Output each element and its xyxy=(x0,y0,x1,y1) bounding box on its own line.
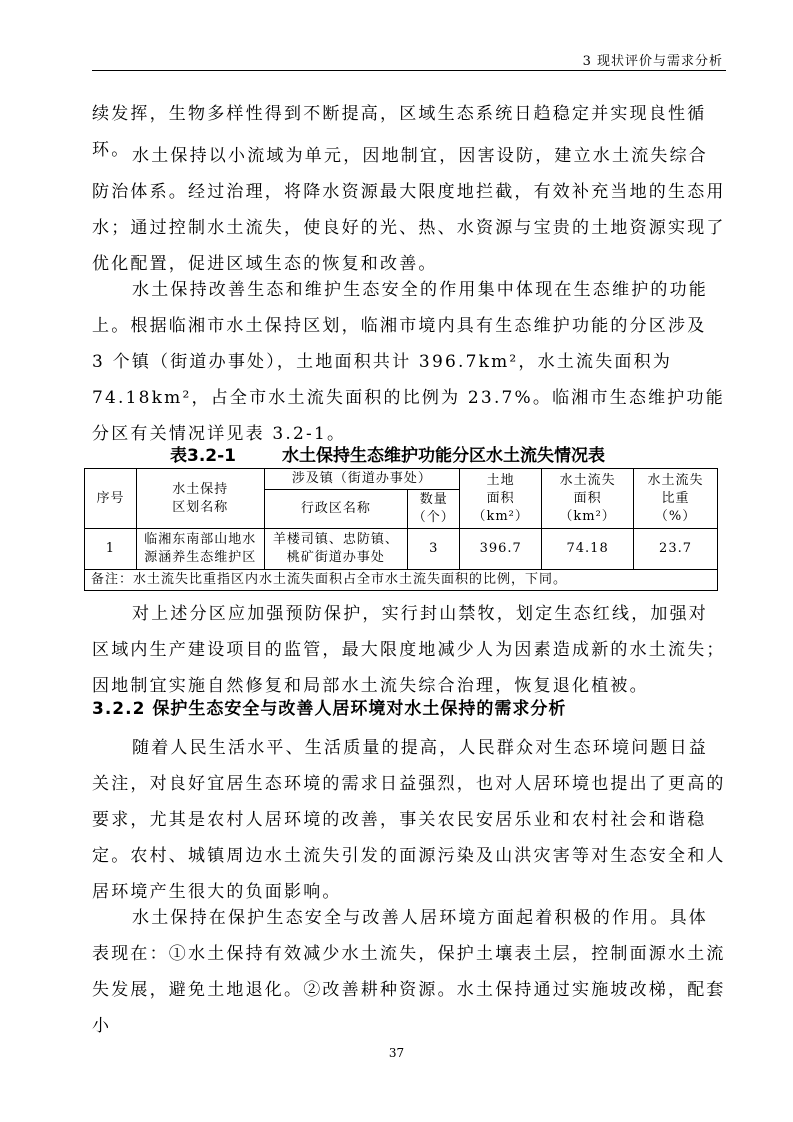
cell-ratio: 23.7 xyxy=(634,529,718,570)
cell-admin-names: 羊楼司镇、忠防镇、桃矿街道办事处 xyxy=(264,529,408,570)
header-zone-name: 水土保持 区划名称 xyxy=(136,469,264,529)
cell-land-area: 396.7 xyxy=(460,529,542,570)
cell-count: 3 xyxy=(408,529,460,570)
section-heading: 3.2.2 保护生态安全与改善人居环境对水土保持的需求分析 xyxy=(92,699,567,719)
table-note: 备注：水土流失比重指区内水土流失面积占全市水土流失面积的比例，下同。 xyxy=(85,570,718,591)
paragraph-5: 随着人民生活水平、生活质量的提高，人民群众对生态环境问题日益关注，对良好宜居生态环境的需求日益强烈，也对人居环境也提出了更高的要求，尤其是农村人居环境的改善，事关农民安居乐业和农村社会和谐稳定。农村、城镇周边水土流失引发的面源污染及山洪灾害等对生态安全和人居环境产生很大的负面影响。 xyxy=(92,738,726,902)
header-seq: 序号 xyxy=(85,469,137,529)
running-header: 3 现状评价与需求分析 xyxy=(582,54,723,69)
paragraph-6: 水土保持在保护生态安全与改善人居环境方面起着积极的作用。具体表现在：①水土保持有效减少水土流失，保护土壤表土层，控制面源水土流失发展，避免土地退化。②改善耕种资源。水土保持通过实施坡改梯，配套小 xyxy=(92,908,726,1036)
header-rule xyxy=(92,70,726,71)
cell-erosion-area: 74.18 xyxy=(542,529,634,570)
paragraph-1: 续发挥，生物多样性得到不断提高，区域生态系统日趋稳定并实现良性循环。 xyxy=(92,104,707,160)
header-admin-names: 行政区名称 xyxy=(264,490,408,529)
table-title: 水土保持生态维护功能分区水土流失情况表 xyxy=(282,446,605,466)
table-row xyxy=(85,529,718,570)
paragraph-2: 水土保持以小流域为单元，因地制宜，因害设防，建立水土流失综合防治体系。经过治理，将降水资源最大限度地拦截，有效补充当地的生态用水；通过控制水土流失，使良好的光、热、水资源与宝贵的土地资源实现了优化配置，促进区域生态的恢复和改善。 xyxy=(92,146,726,274)
header-ratio: 水土流失 比重 （%） xyxy=(634,469,718,529)
table-number: 表3.2-1 xyxy=(170,446,236,466)
cell-seq: 1 xyxy=(85,529,137,570)
header-land-area: 土地 面积 （km²） xyxy=(460,469,542,529)
cell-zone-name: 临湘东南部山地水源涵养生态维护区 xyxy=(136,529,264,570)
header-count: 数量 （个） xyxy=(408,490,460,529)
header-erosion-area: 水土流失 面积 （km²） xyxy=(542,469,634,529)
paragraph-3: 水土保持改善生态和维护生态安全的作用集中体现在生态维护的功能上。根据临湘市水土保持区划，临湘市境内具有生态维护功能的分区涉及 3 个镇（街道办事处），土地面积共计 396.7km²，水土流失面积为 74.18km²，占全市水土流失面积的比例为 23.7%。临湘市生态维护功能分区有关情况详见表 3.2-1。 xyxy=(92,280,725,444)
erosion-table xyxy=(84,468,718,591)
paragraph-4: 对上述分区应加强预防保护，实行封山禁牧，划定生态红线，加强对区域内生产建设项目的监管，最大限度地减少人为因素造成新的水土流失；因地制宜实施自然修复和局部水土流失综合治理，恢复退化植被。 xyxy=(92,604,726,696)
header-towns-group: 涉及镇（街道办事处） xyxy=(264,469,460,490)
table-caption xyxy=(170,441,605,466)
page-number: 37 xyxy=(388,1046,405,1060)
